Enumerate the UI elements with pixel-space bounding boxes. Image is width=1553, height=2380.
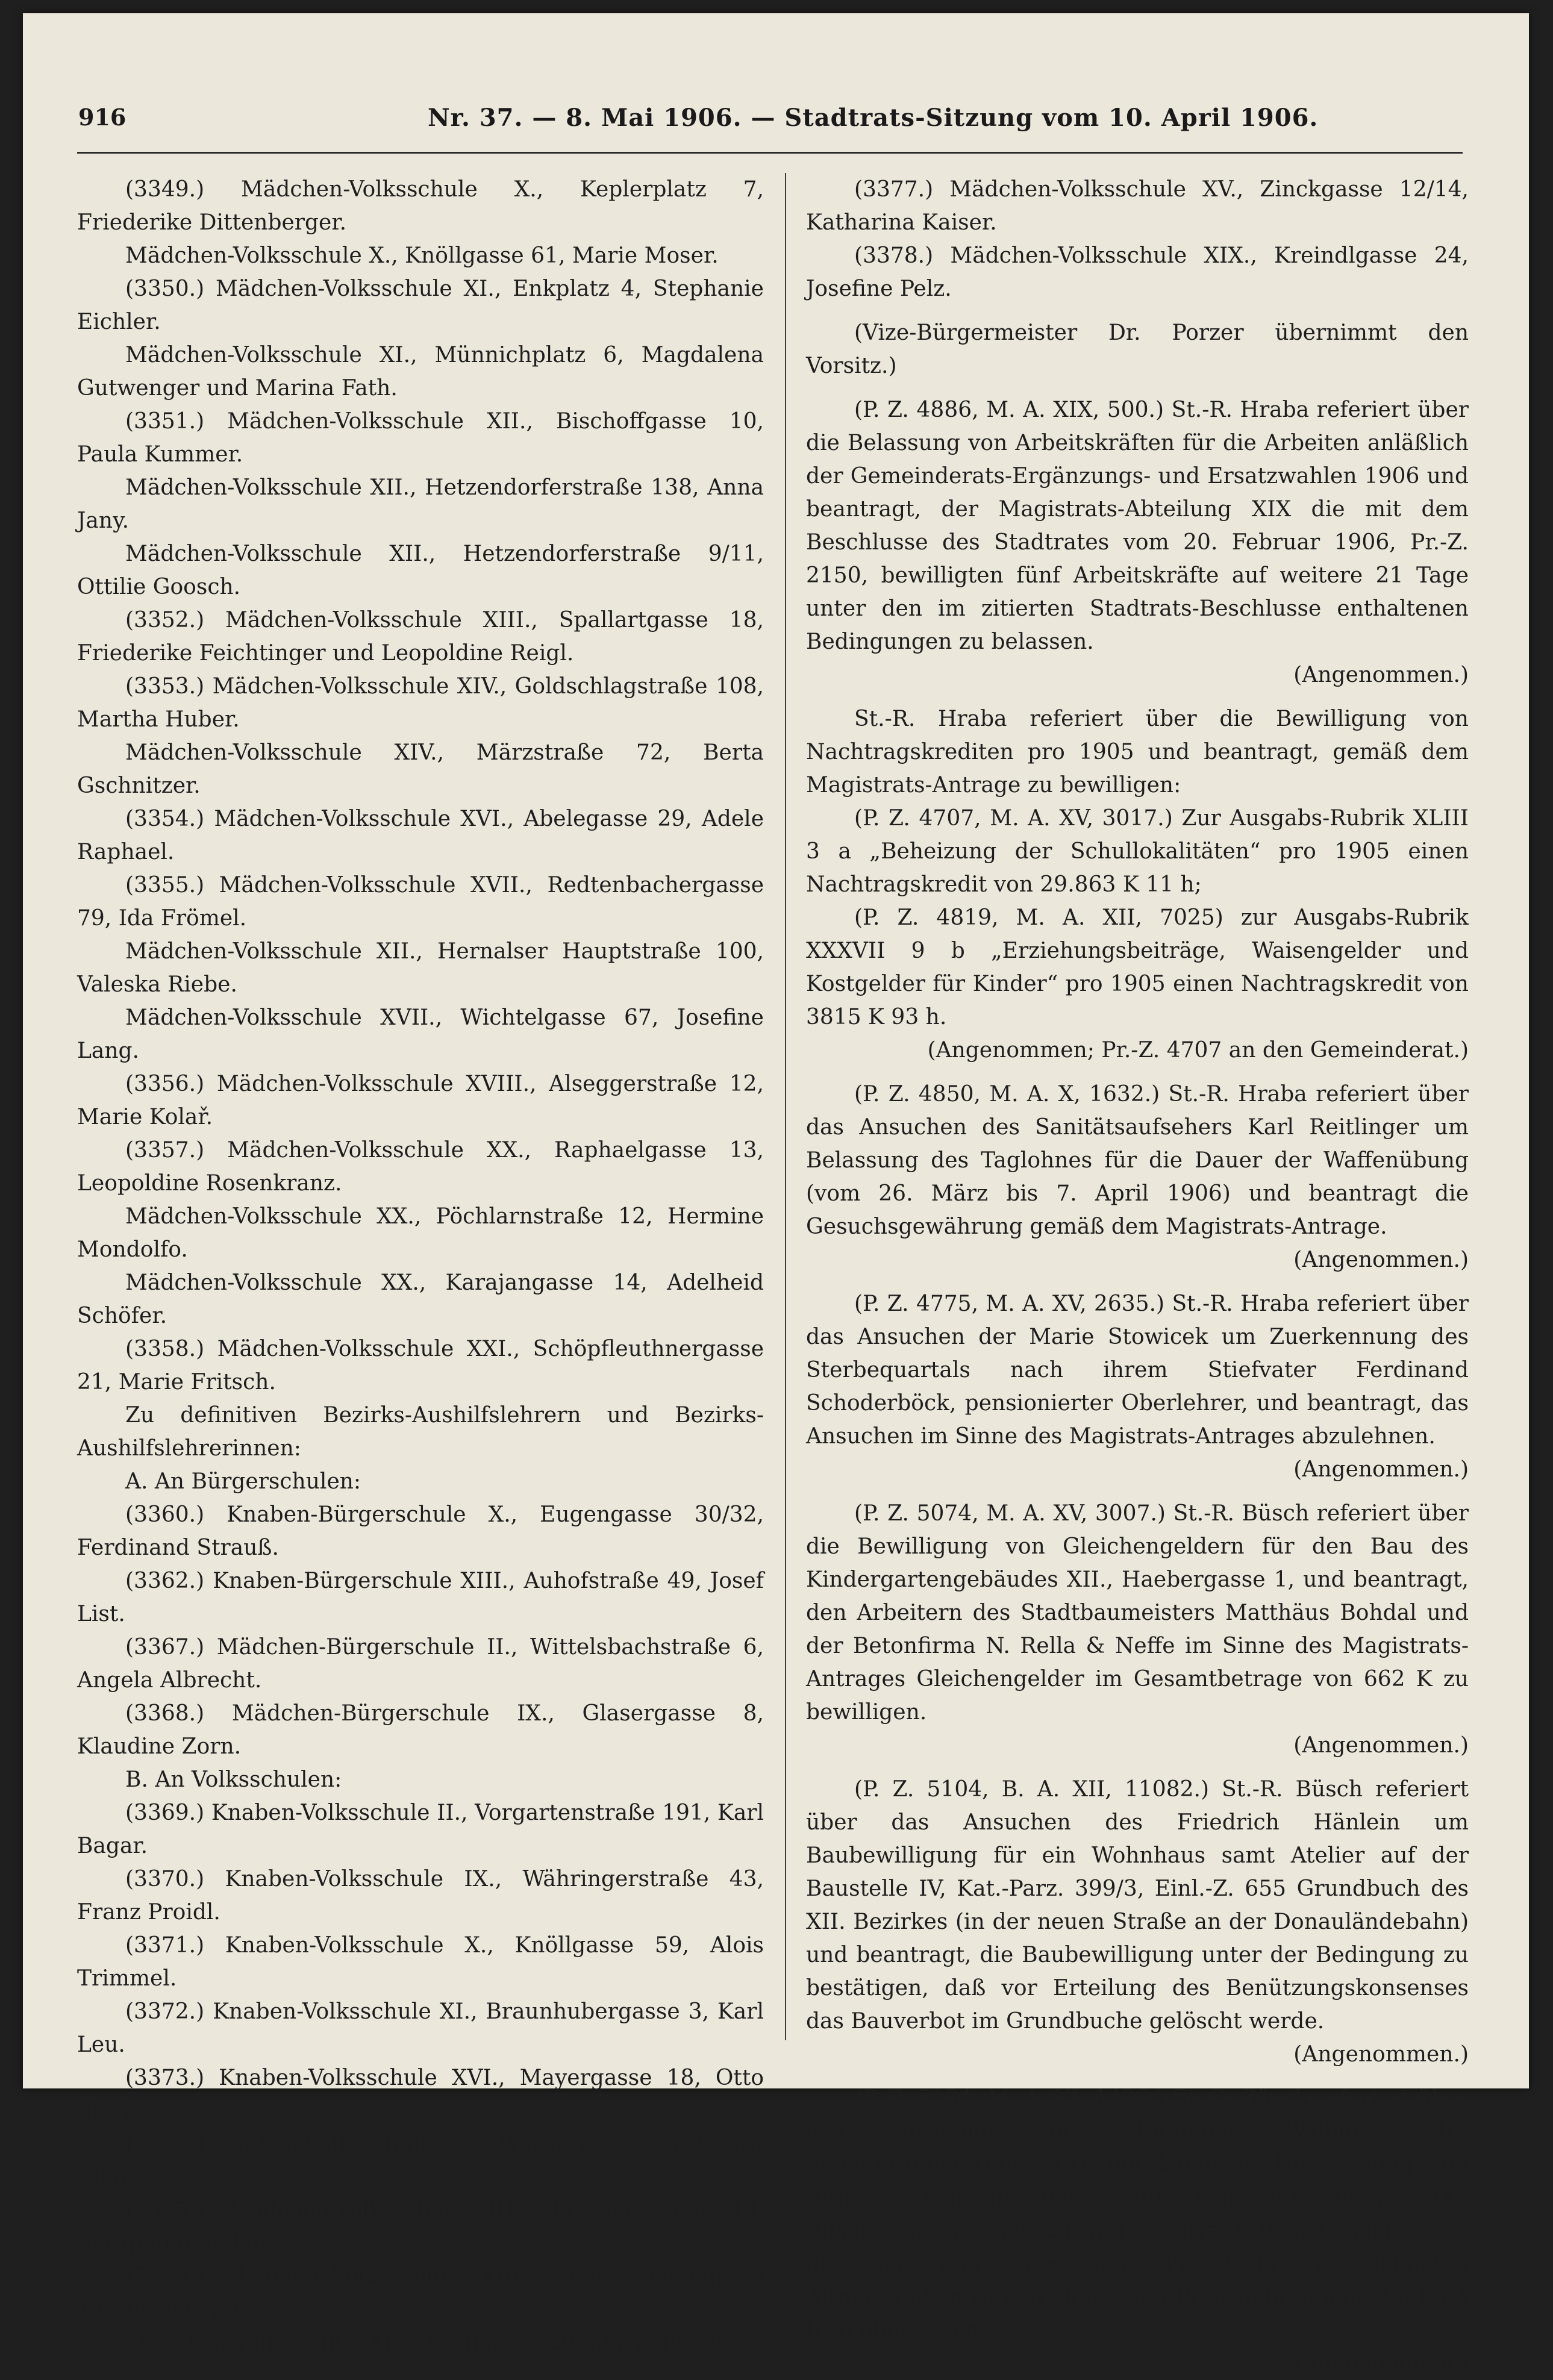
- entry: (3376.) Mädchen-Volksschule XIII., Siebeneichengasse 17, Aloisia Weil.: [77, 2264, 764, 2322]
- entry: (3377.) Mädchen-Volksschule XV., Zinckgasse 12/14, Katharina Kaiser.: [806, 177, 1469, 235]
- motion-item: (P. Z. 4707, M. A. XV, 3017.) Zur Ausgabs-Rubrik XLIII 3 a „Beheizung der Schullokalitäten“ pro 1905 einen Nachtragskredit von 29.863 K 11 h;: [806, 806, 1469, 897]
- entry: (3370.) Knaben-Volksschule IX., Währingerstraße 43, Franz Proidl.: [77, 1867, 764, 1925]
- section-heading: B. An Volksschulen:: [125, 1767, 342, 1792]
- motion: [806, 2082, 1469, 2380]
- decision-note: (Angenommen.): [1293, 1733, 1469, 1758]
- decision-note: (Angenommen; Pr.-Z. 4707 an den Gemeinderat.): [927, 1038, 1469, 1063]
- entry: (3374.) Knaben-Volksschule XX., Wasnergasse 33, Georg Klaus.: [77, 2132, 764, 2190]
- entry: Mädchen-Volksschule XVII., Wichtelgasse 67, Josefine Lang.: [77, 1005, 764, 1063]
- motion: [806, 1773, 1469, 2071]
- scanned-page: [23, 13, 1529, 2376]
- motion-item: [806, 901, 1469, 1067]
- motion-text: (P. Z. 5134, M. A. VI, 1426.) St.-R. Büsch referiert über das Ansuchen des Raimund Wallner, XII., Schönbrunnerstraße 181 um käufliche Überlassung von Altmaterialien aus dem städtischen Materialdepot IX., Elisabethpromenade 23 und beantragt, dem Gesuchsteller die im angeschlossenen Protokolle verzeichneten Altmaterialien zu den offerierten Preisen in Summe 96 K 64 h zu überlassen.: [806, 2086, 1469, 2343]
- decision-note: (Angenommen.): [1293, 663, 1469, 687]
- header-rule: [77, 152, 1463, 154]
- column-divider: [785, 173, 786, 2040]
- decision-note: (Angenommen.): [1293, 1248, 1469, 1272]
- right-column: [806, 173, 1469, 2380]
- entry: Mädchen-Volksschule XI., Münnichplatz 6, Magdalena Gutwenger und Marina Fath.: [77, 343, 764, 401]
- entry: Mädchen-Volksschule XII., Hernalser Hauptstraße 100, Valeska Riebe.: [77, 939, 764, 997]
- header-title: Nr. 37. — 8. Mai 1906. — Stadtrats-Sitzung vom 10. April 1906.: [428, 104, 1319, 132]
- motion-text: (P. Z. 4850, M. A. X, 1632.) St.-R. Hraba referiert über das Ansuchen des Sanitätsaufsehers Karl Reitlinger um Belassung des Taglohnes für die Dauer der Waffenübung (vom 26. März bis 7. April 1906) und beantragt die Gesuchsgewährung gemäß dem Magistrats-Antrage.: [806, 1082, 1469, 1239]
- entry: (3352.) Mädchen-Volksschule XIII., Spallartgasse 18, Friederike Feichtinger und Leopoldine Reigl.: [77, 608, 764, 666]
- entry: (3375.) Mädchen-Volksschule III., Reisnerstraße 43, Seraphine Ballan.: [77, 2198, 764, 2256]
- entry: (3372.) Knaben-Volksschule XI., Braunhubergasse 3, Karl Leu.: [77, 1999, 764, 2057]
- entry: (3371.) Knaben-Volksschule X., Knöllgasse 59, Alois Trimmel.: [77, 1933, 764, 1991]
- motion: St.-R. Hraba referiert über die Bewilligung von Nachtragskrediten pro 1905 und beantragt, gemäß dem Magistrats-Antrage zu bewilligen:: [806, 707, 1469, 798]
- section-intro: Zu definitiven Bezirks-Aushilfslehrern und Bezirks-Aushilfslehrerinnen:: [77, 1403, 764, 1461]
- entry: (3357.) Mädchen-Volksschule XX., Raphaelgasse 13, Leopoldine Rosenkranz.: [77, 1138, 764, 1196]
- entry: (3353.) Mädchen-Volksschule XIV., Goldschlagstraße 108, Martha Huber.: [77, 674, 764, 732]
- entry: Mädchen-Volksschule XIV., Märzstraße 72, Berta Gschnitzer.: [77, 740, 764, 798]
- entry: (3358.) Mädchen-Volksschule XXI., Schöpfleuthnergasse 21, Marie Fritsch.: [77, 1337, 764, 1395]
- entry: (3360.) Knaben-Bürgerschule X., Eugengasse 30/32, Ferdinand Strauß.: [77, 1502, 764, 1560]
- entry: (3349.) Mädchen-Volksschule X., Keplerplatz 7, Friederike Dittenberger.: [77, 177, 764, 235]
- motion-text: (P. Z. 4819, M. A. XII, 7025) zur Ausgabs-Rubrik XXXVII 9 b „Erziehungsbeiträge, Waisengelder und Kostgelder für Kinder“ pro 1905 einen Nachtragskredit von 3815 K 93 h.: [806, 905, 1469, 1029]
- entry: (3351.) Mädchen-Volksschule XII., Bischoffgasse 10, Paula Kummer.: [77, 409, 764, 467]
- entry: (3369.) Knaben-Volksschule II., Vorgartenstraße 191, Karl Bagar.: [77, 1801, 764, 1858]
- decision-note: (Angenommen.): [1293, 1457, 1469, 1482]
- section-heading: A. An Bürgerschulen:: [125, 1469, 361, 1494]
- motion-text: (P. Z. 5074, M. A. XV, 3007.) St.-R. Büsch referiert über die Bewilligung von Gleichengeldern für den Bau des Kindergartengebäudes XII., Haebergasse 1, und beantragt, den Arbeitern des Stadtbaumeisters Matthäus Bohdal und der Betonfirma N. Rella & Neffe im Sinne des Magistrats-Antrages Gleichengelder im Gesamtbetrage von 662 K zu bewilligen.: [806, 1501, 1469, 1725]
- entry: Mädchen-Volksschule XIV., Kröllgasse 20, Marie Fuchs.: [125, 2331, 735, 2355]
- decision-note: (Angenommen.): [1293, 2351, 1469, 2376]
- entry: (3367.) Mädchen-Bürgerschule II., Wittelsbachstraße 6, Angela Albrecht.: [77, 1635, 764, 1693]
- entry: (3356.) Mädchen-Volksschule XVIII., Alseggerstraße 12, Marie Kolař.: [77, 1072, 764, 1129]
- motion-text: (P. Z. 4775, M. A. XV, 2635.) St.-R. Hraba referiert über das Ansuchen der Marie Stowicek um Zuerkennung des Sterbequartals nach ihrem Stiefvater Ferdinand Schoderböck, pensionierter Oberlehrer, und beantragt, das Ansuchen im Sinne des Magistrats-Antrages abzulehnen.: [806, 1292, 1469, 1449]
- motion: [806, 1078, 1469, 1276]
- entry: Mädchen-Volksschule XII., Hetzendorferstraße 138, Anna Jany.: [77, 475, 764, 533]
- entry: (3378.) Mädchen-Volksschule XIX., Kreindlgasse 24, Josefine Pelz.: [806, 243, 1469, 301]
- motion: [806, 1497, 1469, 1762]
- entry: (3350.) Mädchen-Volksschule XI., Enkplatz 4, Stephanie Eichler.: [77, 276, 764, 334]
- motion: [806, 1287, 1469, 1486]
- entry: Mädchen-Volksschule X., Knöllgasse 61, Marie Moser.: [125, 243, 719, 268]
- motion: [806, 393, 1469, 692]
- entry: (3373.) Knaben-Volksschule XVI., Mayergasse 18, Otto Stark.: [77, 2066, 764, 2123]
- page-number: 916: [78, 104, 127, 131]
- decision-note: (Angenommen.): [1293, 2042, 1469, 2067]
- left-column: [77, 173, 764, 2360]
- entry: Mädchen-Volksschule XX., Karajangasse 14, Adelheid Schöfer.: [77, 1270, 764, 1328]
- entry: (3362.) Knaben-Bürgerschule XIII., Auhofstraße 49, Josef List.: [77, 1569, 764, 1626]
- motion-text: (P. Z. 4886, M. A. XIX, 500.) St.-R. Hraba referiert über die Belassung von Arbeitskräften für die Arbeiten anläßlich der Gemeinderats-Ergänzungs- und Ersatzwahlen 1906 und beantragt, der Magistrats-Abteilung XIX die mit dem Beschlusse des Stadtrates vom 20. Februar 1906, Pr.-Z. 2150, bewilligten fünf Arbeitskräfte auf weitere 21 Tage unter den im zitierten Stadtrats-Beschlusse enthaltenen Bedingungen zu belassen.: [806, 398, 1469, 654]
- entry: (3355.) Mädchen-Volksschule XVII., Redtenbachergasse 79, Ida Frömel.: [77, 873, 764, 931]
- chair-note: (Vize-Bürgermeister Dr. Porzer übernimmt den Vorsitz.): [806, 320, 1469, 378]
- motion-text: (P. Z. 5104, B. A. XII, 11082.) St.-R. Büsch referiert über das Ansuchen des Friedrich Hänlein um Baubewilligung für ein Wohnhaus samt Atelier auf der Baustelle IV, Kat.-Parz. 399/3, Einl.-Z. 655 Grundbuch des XII. Bezirkes (in der neuen Straße an der Donauländebahn) und beantragt, die Baubewilligung unter der Bedingung zu bestätigen, daß vor Erteilung des Benützungskonsenses das Bauverbot im Grundbuche gelöscht werde.: [806, 1777, 1469, 2034]
- entry: Mädchen-Volksschule XX., Pöchlarnstraße 12, Hermine Mondolfo.: [77, 1204, 764, 1262]
- page-header: [78, 104, 1319, 146]
- entry: Mädchen-Volksschule XII., Hetzendorferstraße 9/11, Ottilie Goosch.: [77, 542, 764, 599]
- entry: (3354.) Mädchen-Volksschule XVI., Abelegasse 29, Adele Raphael.: [77, 807, 764, 864]
- entry: (3368.) Mädchen-Bürgerschule IX., Glasergasse 8, Klaudine Zorn.: [77, 1701, 764, 1759]
